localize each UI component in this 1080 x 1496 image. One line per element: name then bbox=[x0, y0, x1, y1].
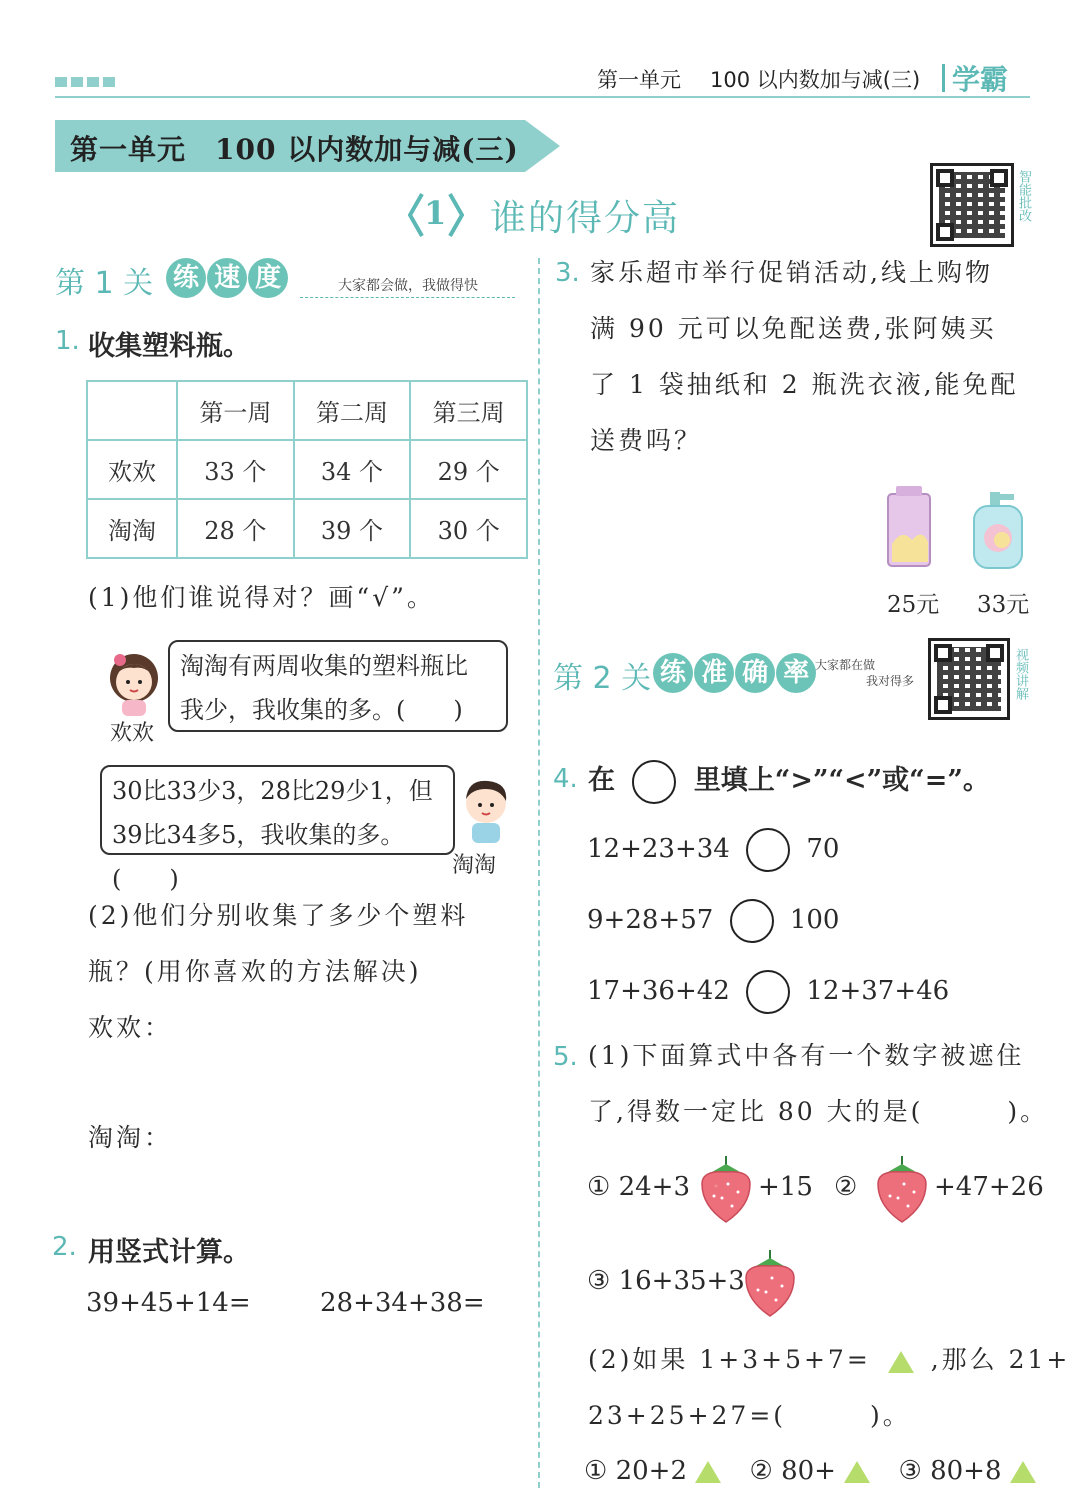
q4-row3-right: 12+37+46 bbox=[806, 976, 950, 1006]
q5-p2-line2: 23+25+27=( )。 bbox=[588, 1401, 911, 1430]
opt1-post: +15 bbox=[758, 1172, 813, 1202]
bubble1-line2: 我少，我收集的多。( ) bbox=[180, 696, 463, 724]
table-cell: 第三周 bbox=[410, 381, 527, 440]
header-decoration bbox=[55, 72, 119, 91]
table-cell: 29 个 bbox=[410, 440, 527, 499]
answer-circle-2[interactable] bbox=[730, 899, 774, 943]
table-cell: 39 个 bbox=[294, 499, 411, 558]
stage1-underline bbox=[300, 297, 515, 298]
stage2-pill-3: 确 bbox=[735, 653, 775, 693]
stage2-pill-1: 练 bbox=[653, 653, 693, 693]
stage2-slogan-line1: 大家都在做 bbox=[815, 658, 876, 672]
price-detergent: 33元 bbox=[977, 592, 1030, 618]
girl-avatar-icon bbox=[104, 648, 164, 722]
bubble2-line2: 39比34多5，我收集的多。( ) bbox=[112, 821, 405, 893]
q3-line3: 了 1 袋抽纸和 2 瓶洗衣液,能免配 bbox=[590, 370, 1019, 399]
q3-line4: 送费吗？ bbox=[590, 426, 703, 455]
q3-line2: 满 90 元可以免配送费,张阿姨买 bbox=[590, 314, 997, 343]
triangle-icon bbox=[1010, 1461, 1036, 1483]
q5-p2-post: ,那么 21+ bbox=[930, 1345, 1071, 1374]
qr-code-grading[interactable] bbox=[930, 163, 1014, 247]
answer-taotao: 淘淘： bbox=[88, 1123, 173, 1152]
stage1-pill-2: 速 bbox=[207, 258, 247, 298]
q5-p1-line1: (1)下面算式中各有一个数字被遮住 bbox=[588, 1041, 1025, 1070]
answer-circle-3[interactable] bbox=[746, 970, 790, 1014]
q4-row-1 bbox=[587, 828, 839, 872]
q4-number: 4. bbox=[553, 764, 578, 794]
stage1-slogan: 大家都会做，我做得快 bbox=[338, 278, 478, 294]
q4-row2-right: 100 bbox=[789, 905, 840, 935]
table-cell: 28 个 bbox=[177, 499, 294, 558]
qr-code-video[interactable] bbox=[928, 638, 1010, 720]
answer-huanhuan: 欢欢： bbox=[88, 1013, 173, 1042]
q1-number: 1. bbox=[55, 326, 80, 356]
speaker-taotao: 淘淘 bbox=[452, 853, 497, 878]
choice-3: ③ 80+8 bbox=[898, 1456, 1002, 1486]
choice-1: ① 20+2 bbox=[584, 1456, 687, 1486]
triangle-icon bbox=[844, 1461, 870, 1483]
tissue-pack-icon bbox=[884, 484, 934, 574]
table-cell bbox=[87, 381, 177, 440]
header-topic: 100 以内数加与减(三) bbox=[710, 68, 921, 92]
stage2-slogan-line2: 我对得多 bbox=[866, 674, 915, 688]
triangle-icon bbox=[695, 1461, 721, 1483]
q4-row1-left: 12+23+34 bbox=[587, 834, 730, 864]
opt3-pre: ③ 16+35+3 bbox=[587, 1266, 745, 1296]
bottle-table bbox=[86, 380, 528, 559]
q2-expr2: 28+34+38= bbox=[320, 1288, 485, 1318]
q2-expr1: 39+45+14= bbox=[86, 1288, 251, 1318]
price-tissue: 25元 bbox=[887, 592, 940, 618]
q3-line1: 家乐超市举行促销活动,线上购物 bbox=[590, 258, 993, 287]
q4-title bbox=[588, 758, 990, 804]
q4-row2-left: 9+28+57 bbox=[587, 905, 714, 935]
q4-title-pre: 在 bbox=[588, 765, 615, 796]
stage1-title: 第 1 关 bbox=[55, 266, 154, 301]
bubble2-line1: 30比33少3，28比29少1，但 bbox=[112, 777, 433, 805]
stage1-pills bbox=[166, 258, 284, 298]
column-divider bbox=[538, 258, 540, 1488]
q1-title: 收集塑料瓶。 bbox=[88, 331, 250, 362]
q2-number: 2. bbox=[52, 1232, 77, 1262]
stage2-title: 第 2 关 bbox=[553, 661, 652, 696]
speech-bubble-huanhuan bbox=[168, 640, 508, 732]
boy-avatar-icon bbox=[458, 775, 514, 849]
q4-row-2 bbox=[587, 899, 839, 943]
q5-option-1 bbox=[587, 1172, 690, 1202]
q5-p1-line2: 了,得数一定比 80 大的是( )。 bbox=[588, 1097, 1049, 1126]
answer-circle-1[interactable] bbox=[746, 828, 790, 872]
stage2-pill-4: 率 bbox=[776, 653, 816, 693]
q4-row3-left: 17+36+42 bbox=[587, 976, 730, 1006]
speech-bubble-taotao bbox=[100, 765, 455, 893]
header-bar bbox=[942, 64, 945, 92]
q4-row-3 bbox=[587, 970, 949, 1014]
unit-banner-text: 第一单元 100 以内数加与减(三) bbox=[70, 133, 519, 166]
header-unit: 第一单元 bbox=[597, 68, 681, 92]
compare-circle-icon bbox=[632, 760, 676, 804]
strawberry-icon bbox=[696, 1154, 756, 1228]
opt1-pre: ① 24+3 bbox=[587, 1172, 690, 1202]
stage2-pill-2: 准 bbox=[694, 653, 734, 693]
qr-label-grading: 智能批改 bbox=[1016, 170, 1031, 222]
lesson-title: 谁的得分高 bbox=[490, 198, 681, 239]
q5-choices bbox=[584, 1456, 1036, 1486]
q5-p2-pre: (2)如果 1+3+5+7= bbox=[588, 1345, 871, 1374]
stage1-pill-1: 练 bbox=[166, 258, 206, 298]
stage1-pill-3: 度 bbox=[248, 258, 288, 298]
opt2-post: +47+26 bbox=[934, 1172, 1044, 1202]
q1-part2-line1: (2)他们分别收集了多少个塑料 bbox=[88, 901, 469, 930]
table-cell: 34 个 bbox=[294, 440, 411, 499]
table-cell: 欢欢 bbox=[87, 440, 177, 499]
q4-title-post: 里填上“>”“<”或“=”。 bbox=[693, 765, 990, 796]
q1-part2-line2: 瓶？(用你喜欢的方法解决) bbox=[88, 957, 422, 986]
table-header-row bbox=[87, 381, 527, 440]
bubble1-line1: 淘淘有两周收集的塑料瓶比 bbox=[180, 652, 468, 680]
q5-p2-line1 bbox=[588, 1332, 1070, 1388]
table-row bbox=[87, 499, 527, 558]
table-cell: 第二周 bbox=[294, 381, 411, 440]
table-cell: 33 个 bbox=[177, 440, 294, 499]
lesson-number: 1 bbox=[424, 194, 447, 232]
table-cell: 淘淘 bbox=[87, 499, 177, 558]
table-row bbox=[87, 440, 527, 499]
q4-row1-right: 70 bbox=[806, 834, 840, 864]
choice-2: ② 80+ bbox=[749, 1456, 836, 1486]
strawberry-icon bbox=[740, 1248, 800, 1322]
table-cell: 30 个 bbox=[410, 499, 527, 558]
header-divider bbox=[55, 96, 1030, 98]
q5-number: 5. bbox=[553, 1042, 578, 1072]
opt2-pre: ② bbox=[834, 1172, 858, 1202]
triangle-icon bbox=[888, 1351, 914, 1373]
q3-number: 3. bbox=[555, 258, 580, 288]
stage2-pills bbox=[653, 653, 812, 693]
speaker-huanhuan: 欢欢 bbox=[110, 721, 155, 746]
q2-title: 用竖式计算。 bbox=[88, 1237, 250, 1268]
qr-label-video: 视频讲解 bbox=[1013, 648, 1028, 700]
strawberry-icon bbox=[872, 1154, 932, 1228]
detergent-bottle-icon bbox=[968, 490, 1028, 574]
brand-logo: 学霸 bbox=[952, 63, 1009, 96]
q1-part1: (1)他们谁说得对？画“√”。 bbox=[88, 583, 435, 612]
table-cell: 第一周 bbox=[177, 381, 294, 440]
